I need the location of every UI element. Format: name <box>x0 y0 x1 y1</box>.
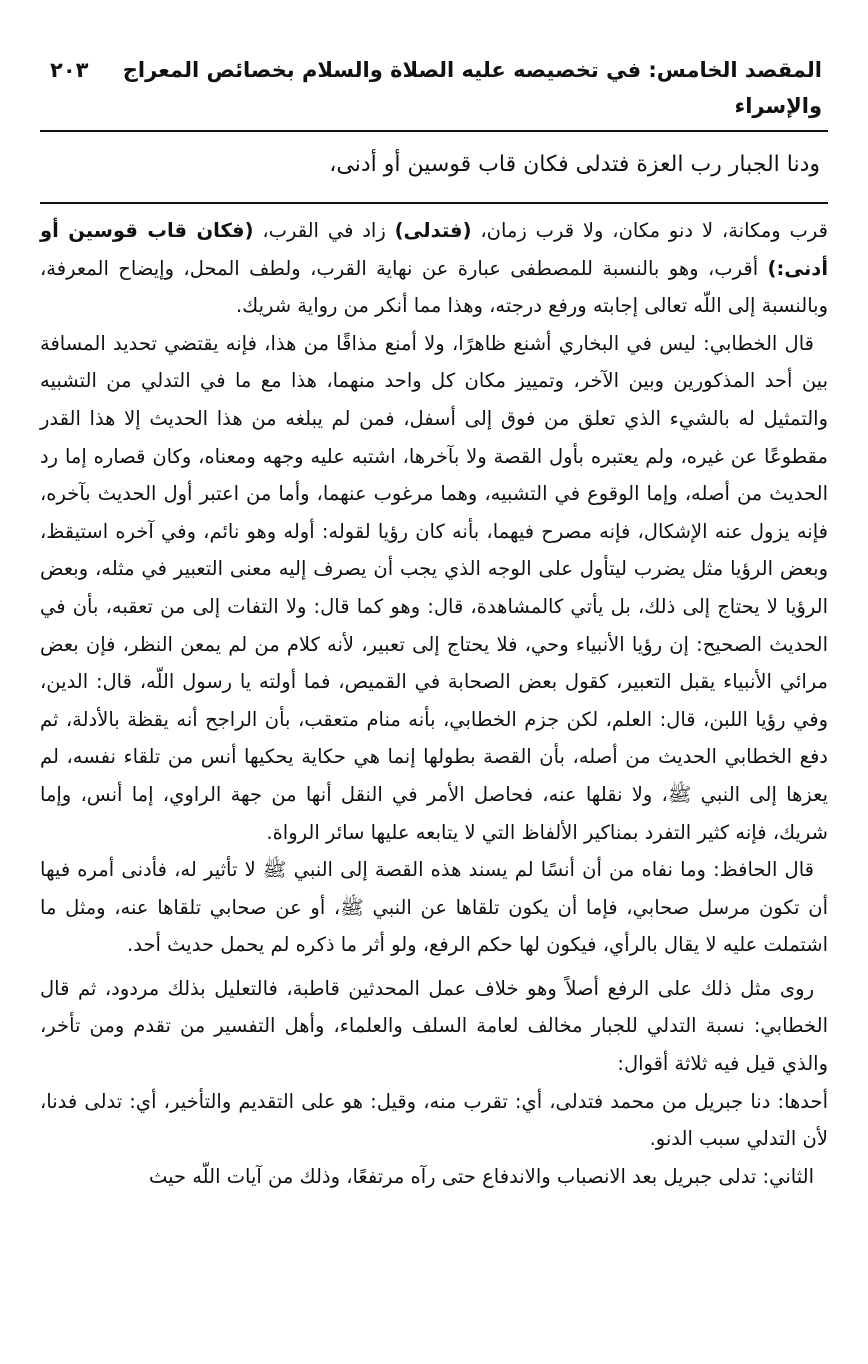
bold-phrase: (فكان قاب قوسين أو أدنى:) <box>40 219 828 280</box>
paragraph-2 <box>40 325 828 851</box>
page-number: ٢٠٣ <box>50 58 89 82</box>
header-rule <box>40 130 828 132</box>
text-run: قرب ومكانة، لا دنو مكان، ولا قرب زمان، <box>471 219 828 242</box>
separator-rule <box>40 202 828 204</box>
paragraph-3 <box>40 851 828 964</box>
chapter-title: المقصد الخامس: في تخصيصه عليه الصلاة والسلام بخصائص المعراج والإسراء <box>122 58 822 118</box>
commentary-body <box>40 212 828 1195</box>
text-run: الثاني: تدلى جبريل بعد الانصباب والاندفاع حتى رآه مرتفعًا، وذلك من آيات اللّه حيث <box>148 1164 814 1188</box>
text-run: أقرب، وهو بالنسبة للمصطفى عبارة عن نهاية القرب، ولطف المحل، وإيضاح المعرفة، وبالنسبة إلى اللّه تعالى إجابته ورفع درجته، وهذا مما أنكر من رواية شريك. <box>40 256 828 318</box>
text-run: زاد في القرب، <box>253 219 395 242</box>
running-head <box>40 52 828 124</box>
bold-phrase: (فتدلى) <box>394 219 472 242</box>
paragraph-1 <box>40 212 828 325</box>
text-run: روى مثل ذلك على الرفع أصلاً وهو خلاف عمل المحدثين قاطبة، فالتعليل بذلك مردود، ثم قال الخطابي: نسبة التدلي للجبار مخالف لعامة السلف والعلماء، وأهل التفسير من تقدم ومن تأخر، والذي قيل فيه ثلاثة أقوال: <box>40 976 828 1076</box>
text-run: أحدها: دنا جبريل من محمد فتدلى، أي: تقرب منه، وقيل: هو على التقديم والتأخير، أي: تدلى فدنا، لأن التدلي سبب الدنو. <box>40 1089 828 1151</box>
text-run: قال الخطابي: ليس في البخاري أشنع ظاهرًا، ولا أمنع مذاقًا من هذا، فإنه يقتضي تحديد المسافة بين أحد المذكورين وبين الآخر، وتمييز مكان كل واحد منهما، هذا مع ما في التدلي من التشبيه والتمثيل له بالشيء الذي تعلق من فوق إلى أسفل، فمن لم يبلغه من هذا الحديث إلا هذا القدر مقطوعًا عن غيره، ولم يعتبره بأول القصة ولا بآخرها، اشتبه عليه وجهه ومعناه، وكان قصاره إما رد الحديث من أصله، وإما الوقوع في التشبيه، وهما مرغوب عنهما، وأما من اعتبر أول الحديث بآخره، فإنه يزول عنه الإشكال، فإنه مصرح فيهما، بأنه كان رؤيا لقوله: أوله وهو نائم، وفي آخره استيقظ، وبعض الرؤيا مثل يضرب ليتأول على الوجه الذي يجب أن يصرف إليه معنى التعبير في مثله، وبعض الرؤيا لا يحتاج إلى ذلك، بل يأتي كالمشاهدة، قال: وهو كما قال: ولا التفات إلى من تعقبه، بأن في الحديث الصحيح: إن رؤيا الأنبياء وحي، فلا يحتاج إلى تعبير، لأنه كلام من لم يمعن النظر، فإن بعض مرائي الأنبياء يقبل التعبير، كقول بعض الصحابة في القميص، فما أولته يا رسول اللّه، قال: الدين، وفي رؤيا اللبن، قال: العلم، لكن جزم الخطابي، بأنه منام متعقب، بأن الراجح أنه يقظة بالأدلة، ثم دفع الخطابي الحديث من أصله، بأن القصة بطولها إنما هي حكاية يحكيها أنس من تلقاء نفسه، لم يعزها إلى النبي ﷺ، ولا نقلها عنه، فحاصل الأمر في النقل أنها من جهة الراوي، إما أنس، وإما شريك، فإنه كثير التفرد بمناكير الألفاظ التي لا يتابعه عليها سائر الرواة. <box>40 331 828 844</box>
paragraph-4 <box>40 970 828 1083</box>
paragraph-6 <box>40 1158 828 1196</box>
quoted-verse: ودنا الجبار رب العزة فتدلى فكان قاب قوسين أو أدنى، <box>329 152 820 177</box>
text-run: قال الحافظ: وما نفاه من أن أنسًا لم يسند هذه القصة إلى النبي ﷺ لا تأثير له، فأدنى أمره فيها أن تكون مرسل صحابي، فإما أن يكون تلقاها عن النبي ﷺ، أو عن صحابي تلقاها عنه، ومثل ما اشتملت عليه لا يقال بالرأي، فيكون لها حكم الرفع، ولو أثر ما ذكره لم يحمل حديث أحد. <box>40 858 828 957</box>
paragraph-5 <box>40 1083 828 1158</box>
